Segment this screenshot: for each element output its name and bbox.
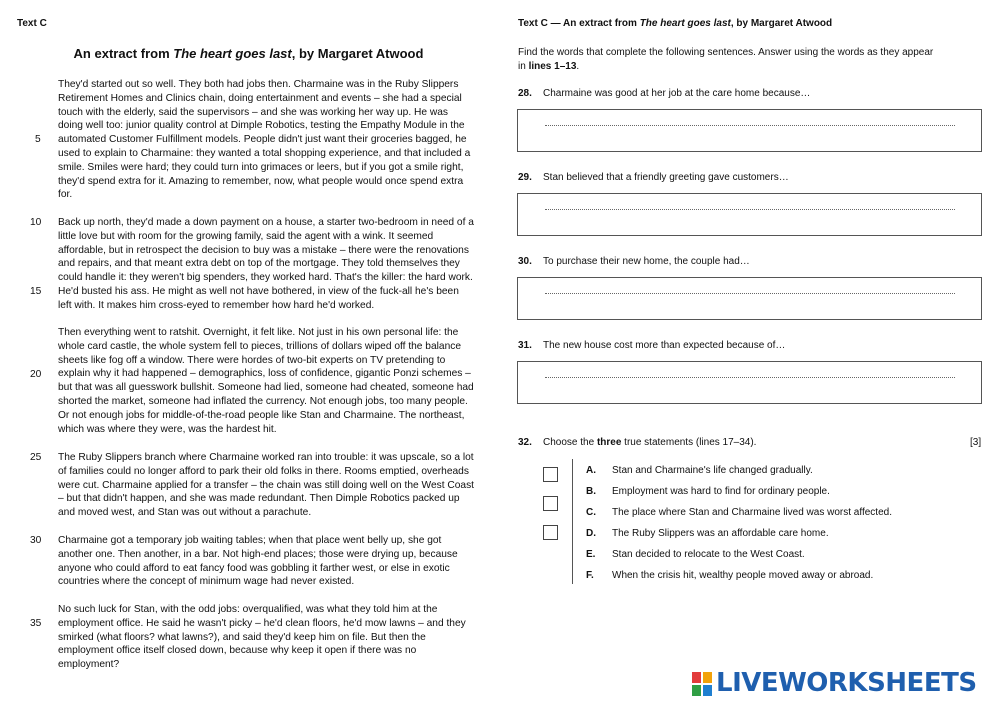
extract-paragraph — [58, 534, 483, 589]
extract-title: An extract from The heart goes last, by Margaret Atwood — [73, 46, 424, 61]
extract-line: Retirement Homes and Clinics chain, doing entertainment and events – she had a special — [58, 92, 462, 104]
line-number: 15 — [30, 286, 42, 297]
question-28: 28. Charmaine was good at her job at the care home because… — [518, 88, 811, 99]
option-b: B. Employment was hard to find for ordinary people. — [586, 486, 830, 497]
extract-line: shorted the market, someone had inflated the currency. Not enough jobs, too many people. — [58, 395, 468, 407]
extract-line: little love but with room for the growing family, said the agent with a wink. It seemed — [58, 230, 434, 242]
extract-line: could handle it: they weren't big spenders, they worked hard. That's the killer: the hard work. — [58, 272, 473, 284]
extract-paragraph — [58, 78, 483, 202]
question-32: 32. Choose the three true statements (lines 17–34). — [518, 437, 757, 448]
extract-line: He'd busted his ass. He might as well not have bothered, in view of the fuck-all he's been — [58, 285, 459, 297]
extract-line: doing well too: junior quality control at Dimple Robotics, testing the Empathy Module in the — [58, 120, 465, 132]
extract-line: affordable, but in retrospect the decision to buy was a mistake – there were the renovations — [58, 244, 469, 256]
extract-line: anyone who could afford to eat fancy food was gobbling it farther west, or else in exotic — [58, 562, 450, 574]
question-29: 29. Stan believed that a friendly greeting gave customers… — [518, 172, 789, 183]
extract-line: sheets like fog off a window. There were hordes of two-bit experts on TV pretending to — [58, 354, 446, 366]
liveworksheets-logo — [692, 668, 990, 698]
answer-box-31[interactable] — [517, 361, 982, 404]
extract-line: automated Customer Fulfillment models. People didn't just want their groceries bagged, he — [58, 134, 467, 146]
extract-line: smirked (what floors? what lawns?), and said they'd keep him on file. But then the — [58, 631, 426, 643]
extract-line: employment office itself closed down, because why keep it open if there was no — [58, 645, 417, 657]
line-number: 35 — [30, 618, 42, 629]
extract-line: They'd started out so well. They both had jobs then. Charmaine was in the Ruby Slippers — [58, 79, 459, 90]
questions-header: Text C — An extract from The heart goes last, by Margaret Atwood — [518, 18, 833, 29]
options-divider — [572, 459, 573, 584]
extract-line: used to explain to Charmaine: they wanted a total shopping experience, and that included a — [58, 147, 471, 159]
extract-line: employment office. He said he wasn't picky – he'd clean floors, he'd mow lawns – and they — [58, 617, 466, 629]
marks-label: [3] — [970, 437, 982, 448]
answer-box-29[interactable] — [517, 193, 982, 236]
extract-paragraph — [58, 326, 483, 436]
extract-line: and repairs, and that meant extra debt on top of the mortgage. They told themselves they — [58, 258, 460, 270]
extract-paragraph — [58, 451, 483, 520]
logo-text: LIVEWORKSHEETS — [716, 668, 977, 698]
extract-line: countries where the concept of minimum wage had never existed. — [58, 576, 355, 588]
extract-line: No such luck for Stan, with the odd jobs: overqualified, was what they told him at the — [58, 604, 438, 615]
answer-checkbox-2[interactable] — [543, 496, 558, 511]
answer-checkbox-1[interactable] — [543, 467, 558, 482]
extract-paragraph — [58, 216, 483, 313]
option-e: E. Stan decided to relocate to the West Coast. — [586, 549, 805, 560]
extract-line: another one. Then another, in a bar. Not high-end places; those were drying up, because — [58, 548, 458, 560]
question-31: 31. The new house cost more than expected because of… — [518, 340, 786, 351]
extract-line: explain why it had happened – demographics, loss of confidence, gigantic Ponzi schemes – — [58, 368, 471, 380]
line-number: 20 — [30, 369, 42, 380]
logo-icon — [692, 672, 714, 696]
extract-line: they'd spend extra for it. Amazing to remember, now, what people would once spend extra — [58, 175, 464, 187]
option-a: A. Stan and Charmaine's life changed gradually. — [586, 465, 813, 476]
instructions: Find the words that complete the following sentences. Answer using the words as they appear in lines 1–13. — [518, 47, 934, 72]
extract-line: employment? — [58, 659, 120, 671]
extract-line: smile. Smiles were hard; they could turn into grimaces or leers, but if you got a smile right, — [58, 161, 464, 173]
extract-paragraph — [58, 603, 483, 672]
extract-line: for. — [58, 189, 73, 201]
extract-line: left with. It makes him cross-eyed to remember how hard he'd worked. — [58, 299, 375, 311]
option-c: C. The place where Stan and Charmaine lived was worst affected. — [586, 507, 892, 518]
extract-line: whole card castle, the whole system fell to pieces, trillions of dollars wiped off the balance — [58, 340, 461, 352]
option-d: D. The Ruby Slippers was an affordable care home. — [586, 528, 829, 539]
answer-box-28[interactable] — [517, 109, 982, 152]
line-number: 30 — [30, 535, 42, 546]
answer-checkbox-3[interactable] — [543, 525, 558, 540]
extract-line: – but that didn't happen, and she was made redundant. Then Dimple Robotics packed up — [58, 493, 460, 505]
answer-box-30[interactable] — [517, 277, 982, 320]
text-label: Text C — [17, 18, 47, 29]
extract-line: The Ruby Slippers branch where Charmaine worked ran into trouble: it was upscale, so a lot — [58, 452, 474, 463]
extract-line: which was where they were, was the hardest hit. — [58, 423, 277, 435]
extract-line: and moved west, and Stan was out without a parachute. — [58, 507, 312, 519]
extract-line: Back up north, they'd made a down payment on a house, a starter two-bedroom in need of a — [58, 217, 474, 228]
option-f: F. When the crisis hit, wealthy people moved away or abroad. — [586, 570, 874, 581]
extract-line: Or not enough jobs for middle-of-the-road people like Stan and Charmaine. The northeast, — [58, 409, 465, 421]
extract-line: were cut. Charmaine applied for a transfer – the chain was still doing well on the West Coast — [58, 479, 475, 491]
extract-line: of families could no longer afford to park their old folks in there. Rooms emptied, overheads — [58, 465, 469, 477]
line-number: 5 — [35, 134, 41, 145]
extract-line: Then everything went to ratshit. Overnight, it felt like. Not just in his own personal life: the — [58, 327, 459, 338]
extract-line: but that was all guesswork bullshit. Someone had lied, someone had cheated, someone had — [58, 382, 474, 394]
extract-line: touch with the elderly, said the supervisors – and she was working her way up. He was — [58, 106, 448, 118]
line-number: 10 — [30, 217, 42, 228]
extract-line: Charmaine got a temporary job waiting tables; when that place went belly up, she got — [58, 535, 442, 546]
line-number: 25 — [30, 452, 42, 463]
question-30: 30. To purchase their new home, the couple had… — [518, 256, 750, 267]
